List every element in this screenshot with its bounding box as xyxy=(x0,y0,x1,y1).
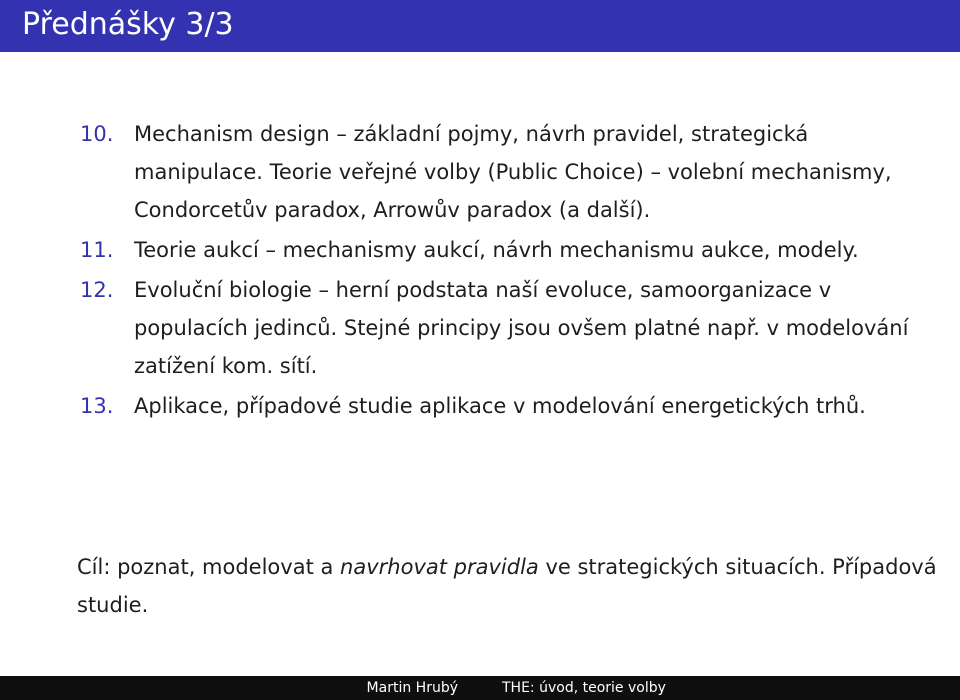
lecture-list xyxy=(80,115,940,427)
goal-prefix: Cíl: poznat, modelovat a xyxy=(77,555,341,579)
footer-course-panel xyxy=(480,676,960,700)
footer-course: THE: úvod, teorie volby xyxy=(502,680,666,696)
slide-title: Přednášky 3/3 xyxy=(22,7,234,42)
item-number: 11. xyxy=(80,238,114,262)
goal-suffix: ve strategických situacích. Případová studie. xyxy=(77,555,937,617)
item-number: 10. xyxy=(80,122,114,146)
list-item xyxy=(80,271,940,385)
item-number: 13. xyxy=(80,394,114,418)
list-item xyxy=(80,115,940,229)
item-text: Aplikace, případové studie aplikace v modelování energetických trhů. xyxy=(134,394,866,418)
goal-statement xyxy=(77,548,937,624)
item-text: Teorie aukcí – mechanismy aukcí, návrh mechanismu aukce, modely. xyxy=(134,238,859,262)
item-text: Evoluční biologie – herní podstata naší evoluce, samoorganizace v populacích jedinců. Stejné principy jsou ovšem platné např. v modelování zatížení kom. sítí. xyxy=(134,278,909,378)
footer-author-panel xyxy=(0,676,480,700)
item-number: 12. xyxy=(80,278,114,302)
goal-emphasis: navrhovat pravidla xyxy=(340,555,539,579)
title-bar xyxy=(0,0,960,52)
footer-author: Martin Hrubý xyxy=(366,680,458,696)
list-item xyxy=(80,231,940,269)
item-text: Mechanism design – základní pojmy, návrh pravidel, strategická manipulace. Teorie veřejné volby (Public Choice) – volební mechanismy, Condorcetův paradox, Arrowův paradox (a další). xyxy=(134,122,892,222)
list-item xyxy=(80,387,940,425)
